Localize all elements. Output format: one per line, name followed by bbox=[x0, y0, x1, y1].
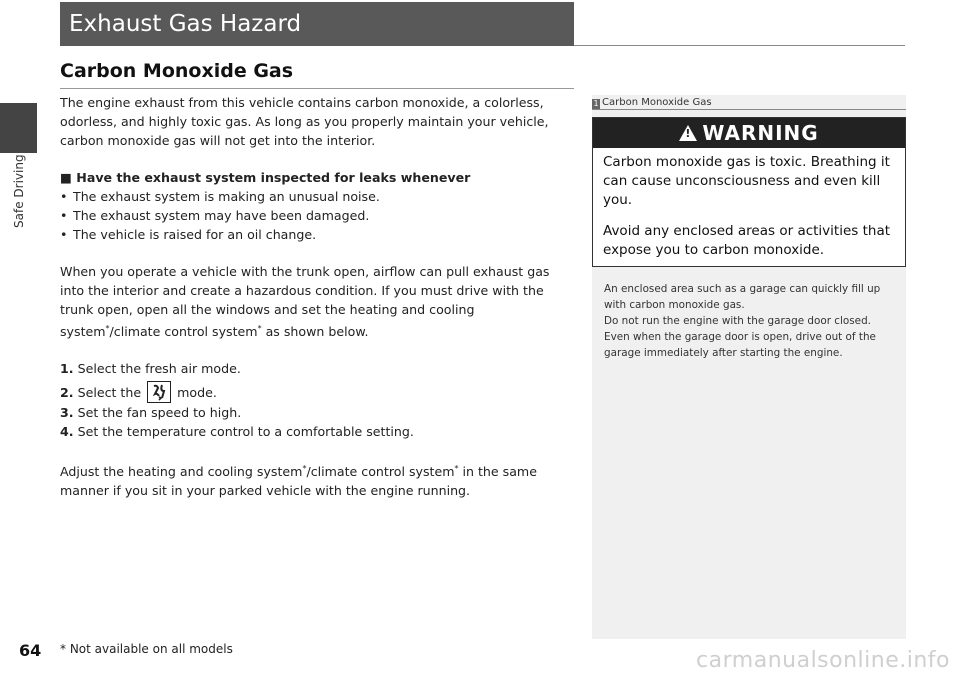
main-content bbox=[60, 93, 576, 500]
intro-paragraph: The engine exhaust from this vehicle contains carbon monoxide, a colorless, odorless, and highly toxic gas. As long as you properly maintain your vehicle, carbon monoxide gas will not get into the interior. bbox=[60, 95, 549, 148]
trunk-paragraph: When you operate a vehicle with the trunk open, airflow can pull exhaust gas into the interior and create a hazardous condition. If you must drive with the trunk open, open all the windows and set the heating and cooling system*/climate control system* as shown below. bbox=[60, 264, 550, 340]
footnote: * Not available on all models bbox=[60, 642, 233, 656]
defrost-floor-mode-icon bbox=[147, 381, 171, 403]
side-note-panel bbox=[592, 95, 906, 639]
chapter-title: Exhaust Gas Hazard bbox=[60, 2, 574, 46]
chapter-side-tab bbox=[0, 103, 37, 153]
warning-triangle-icon bbox=[679, 125, 697, 141]
panel-rule bbox=[592, 109, 906, 110]
warning-line: Avoid any enclosed areas or activities that expose you to carbon monoxide. bbox=[603, 223, 891, 258]
bullet-item: • The vehicle is raised for an oil change. bbox=[60, 225, 576, 244]
section-title: Carbon Monoxide Gas bbox=[60, 60, 294, 82]
note-line: Do not run the engine with the garage door closed. Even when the garage door is open, drive out of the garage immediately after starting the engine. bbox=[604, 315, 876, 359]
step-2: 2. Select the mode. bbox=[60, 381, 576, 403]
page-number: 64 bbox=[19, 641, 42, 660]
step-3: 3. Set the fan speed to high. bbox=[60, 405, 242, 421]
step-4: 4. Set the temperature control to a comfortable setting. bbox=[60, 424, 414, 440]
side-panel-title: 1 Carbon Monoxide Gas bbox=[593, 97, 712, 108]
warning-header: !WARNING bbox=[593, 118, 905, 148]
section-rule bbox=[60, 88, 574, 89]
warning-line: Carbon monoxide gas is toxic. Breathing it can cause unconsciousness and even kill you. bbox=[603, 154, 890, 208]
ref-marker-icon: 1 bbox=[593, 99, 599, 108]
bullet-item: • The exhaust system is making an unusual noise. bbox=[60, 187, 576, 206]
note-line: An enclosed area such as a garage can quickly fill up with carbon monoxide gas. bbox=[604, 283, 881, 311]
panel-note bbox=[604, 281, 896, 361]
step-1: 1. Select the fresh air mode. bbox=[60, 361, 241, 377]
inspect-heading: ■ Have the exhaust system inspected for leaks whenever bbox=[60, 170, 471, 185]
adjust-paragraph: Adjust the heating and cooling system*/climate control system* in the same manner if you sit in your parked vehicle with the engine running. bbox=[60, 464, 537, 499]
chapter-side-label: Safe Driving bbox=[12, 154, 26, 228]
bullet-item: • The exhaust system may have been damaged. bbox=[60, 206, 576, 225]
chapter-rule bbox=[574, 45, 905, 46]
warning-body bbox=[593, 148, 905, 260]
watermark: carmanualsonline.info bbox=[696, 648, 950, 673]
warning-box bbox=[592, 117, 906, 267]
